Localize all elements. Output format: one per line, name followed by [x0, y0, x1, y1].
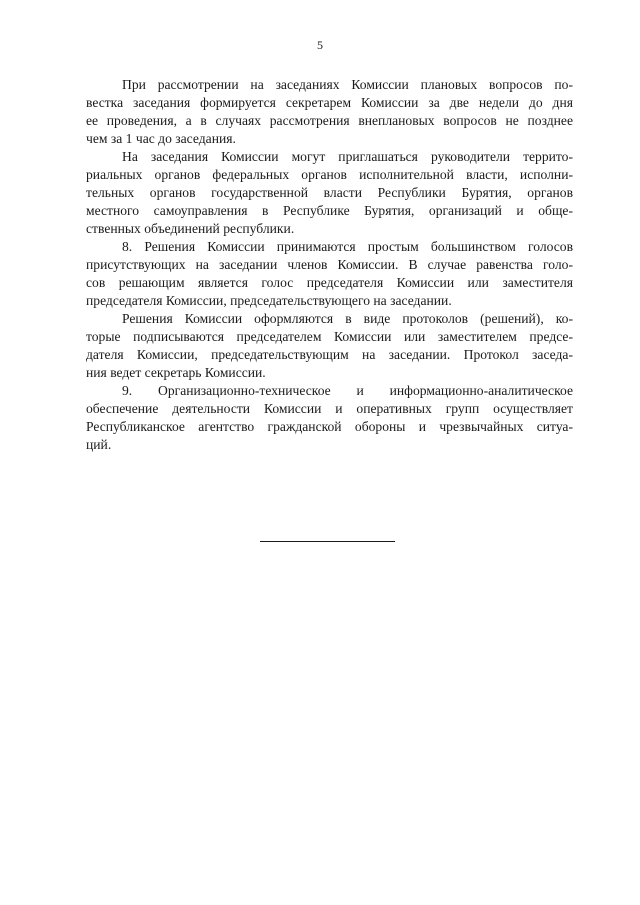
text-line: ственных объединений республики.: [86, 221, 295, 236]
text-line: На заседания Комиссии могут приглашаться руководители террито-: [122, 149, 573, 164]
text-line: тельных органов государственной власти Республики Бурятия, органов: [86, 185, 573, 200]
text-line: При рассмотрении на заседаниях Комиссии плановых вопросов по-: [122, 77, 573, 92]
text-line: ее проведения, а в случаях рассмотрения внеплановых вопросов не позднее: [86, 113, 573, 128]
text-line: чем за 1 час до заседания.: [86, 131, 236, 146]
text-line: ния ведет секретарь Комиссии.: [86, 365, 266, 380]
paragraph-item-8-decisions: [86, 238, 573, 310]
text-line: Решения Комиссии оформляются в виде протоколов (решений), ко-: [122, 311, 573, 326]
paragraph-protocols: [86, 310, 573, 382]
document-body: [86, 76, 573, 454]
paragraph-item-9-support: [86, 382, 573, 454]
text-line: председателя Комиссии, председательствующего на заседании.: [86, 293, 452, 308]
text-line: местного самоуправления в Республике Бурятия, организаций и обще-: [86, 203, 573, 218]
text-line: обеспечение деятельности Комиссии и оперативных групп осуществляет: [86, 401, 573, 416]
paragraph-agenda: [86, 76, 573, 148]
text-line: присутствующих на заседании членов Комиссии. В случае равенства голо-: [86, 257, 573, 272]
text-line: торые подписываются председателем Комиссии или заместителем предсе-: [86, 329, 573, 344]
text-line: Республиканское агентство гражданской обороны и чрезвычайных ситуа-: [86, 419, 573, 434]
text-line: риальных органов федеральных органов исполнительной власти, исполни-: [86, 167, 573, 182]
page-number: 5: [317, 38, 323, 52]
text-line: дателя Комиссии, председательствующим на заседании. Протокол заседа-: [86, 347, 573, 362]
text-line: 8. Решения Комиссии принимаются простым большинством голосов: [122, 239, 573, 254]
text-line: 9. Организационно-техническое и информационно-аналитическое: [122, 383, 573, 398]
text-line: вестка заседания формируется секретарем Комиссии за две недели до дня: [86, 95, 573, 110]
end-separator-line: [260, 541, 395, 542]
text-line: ций.: [86, 437, 112, 452]
text-line: сов решающим является голос председателя Комиссии или заместителя: [86, 275, 573, 290]
paragraph-invitees: [86, 148, 573, 238]
